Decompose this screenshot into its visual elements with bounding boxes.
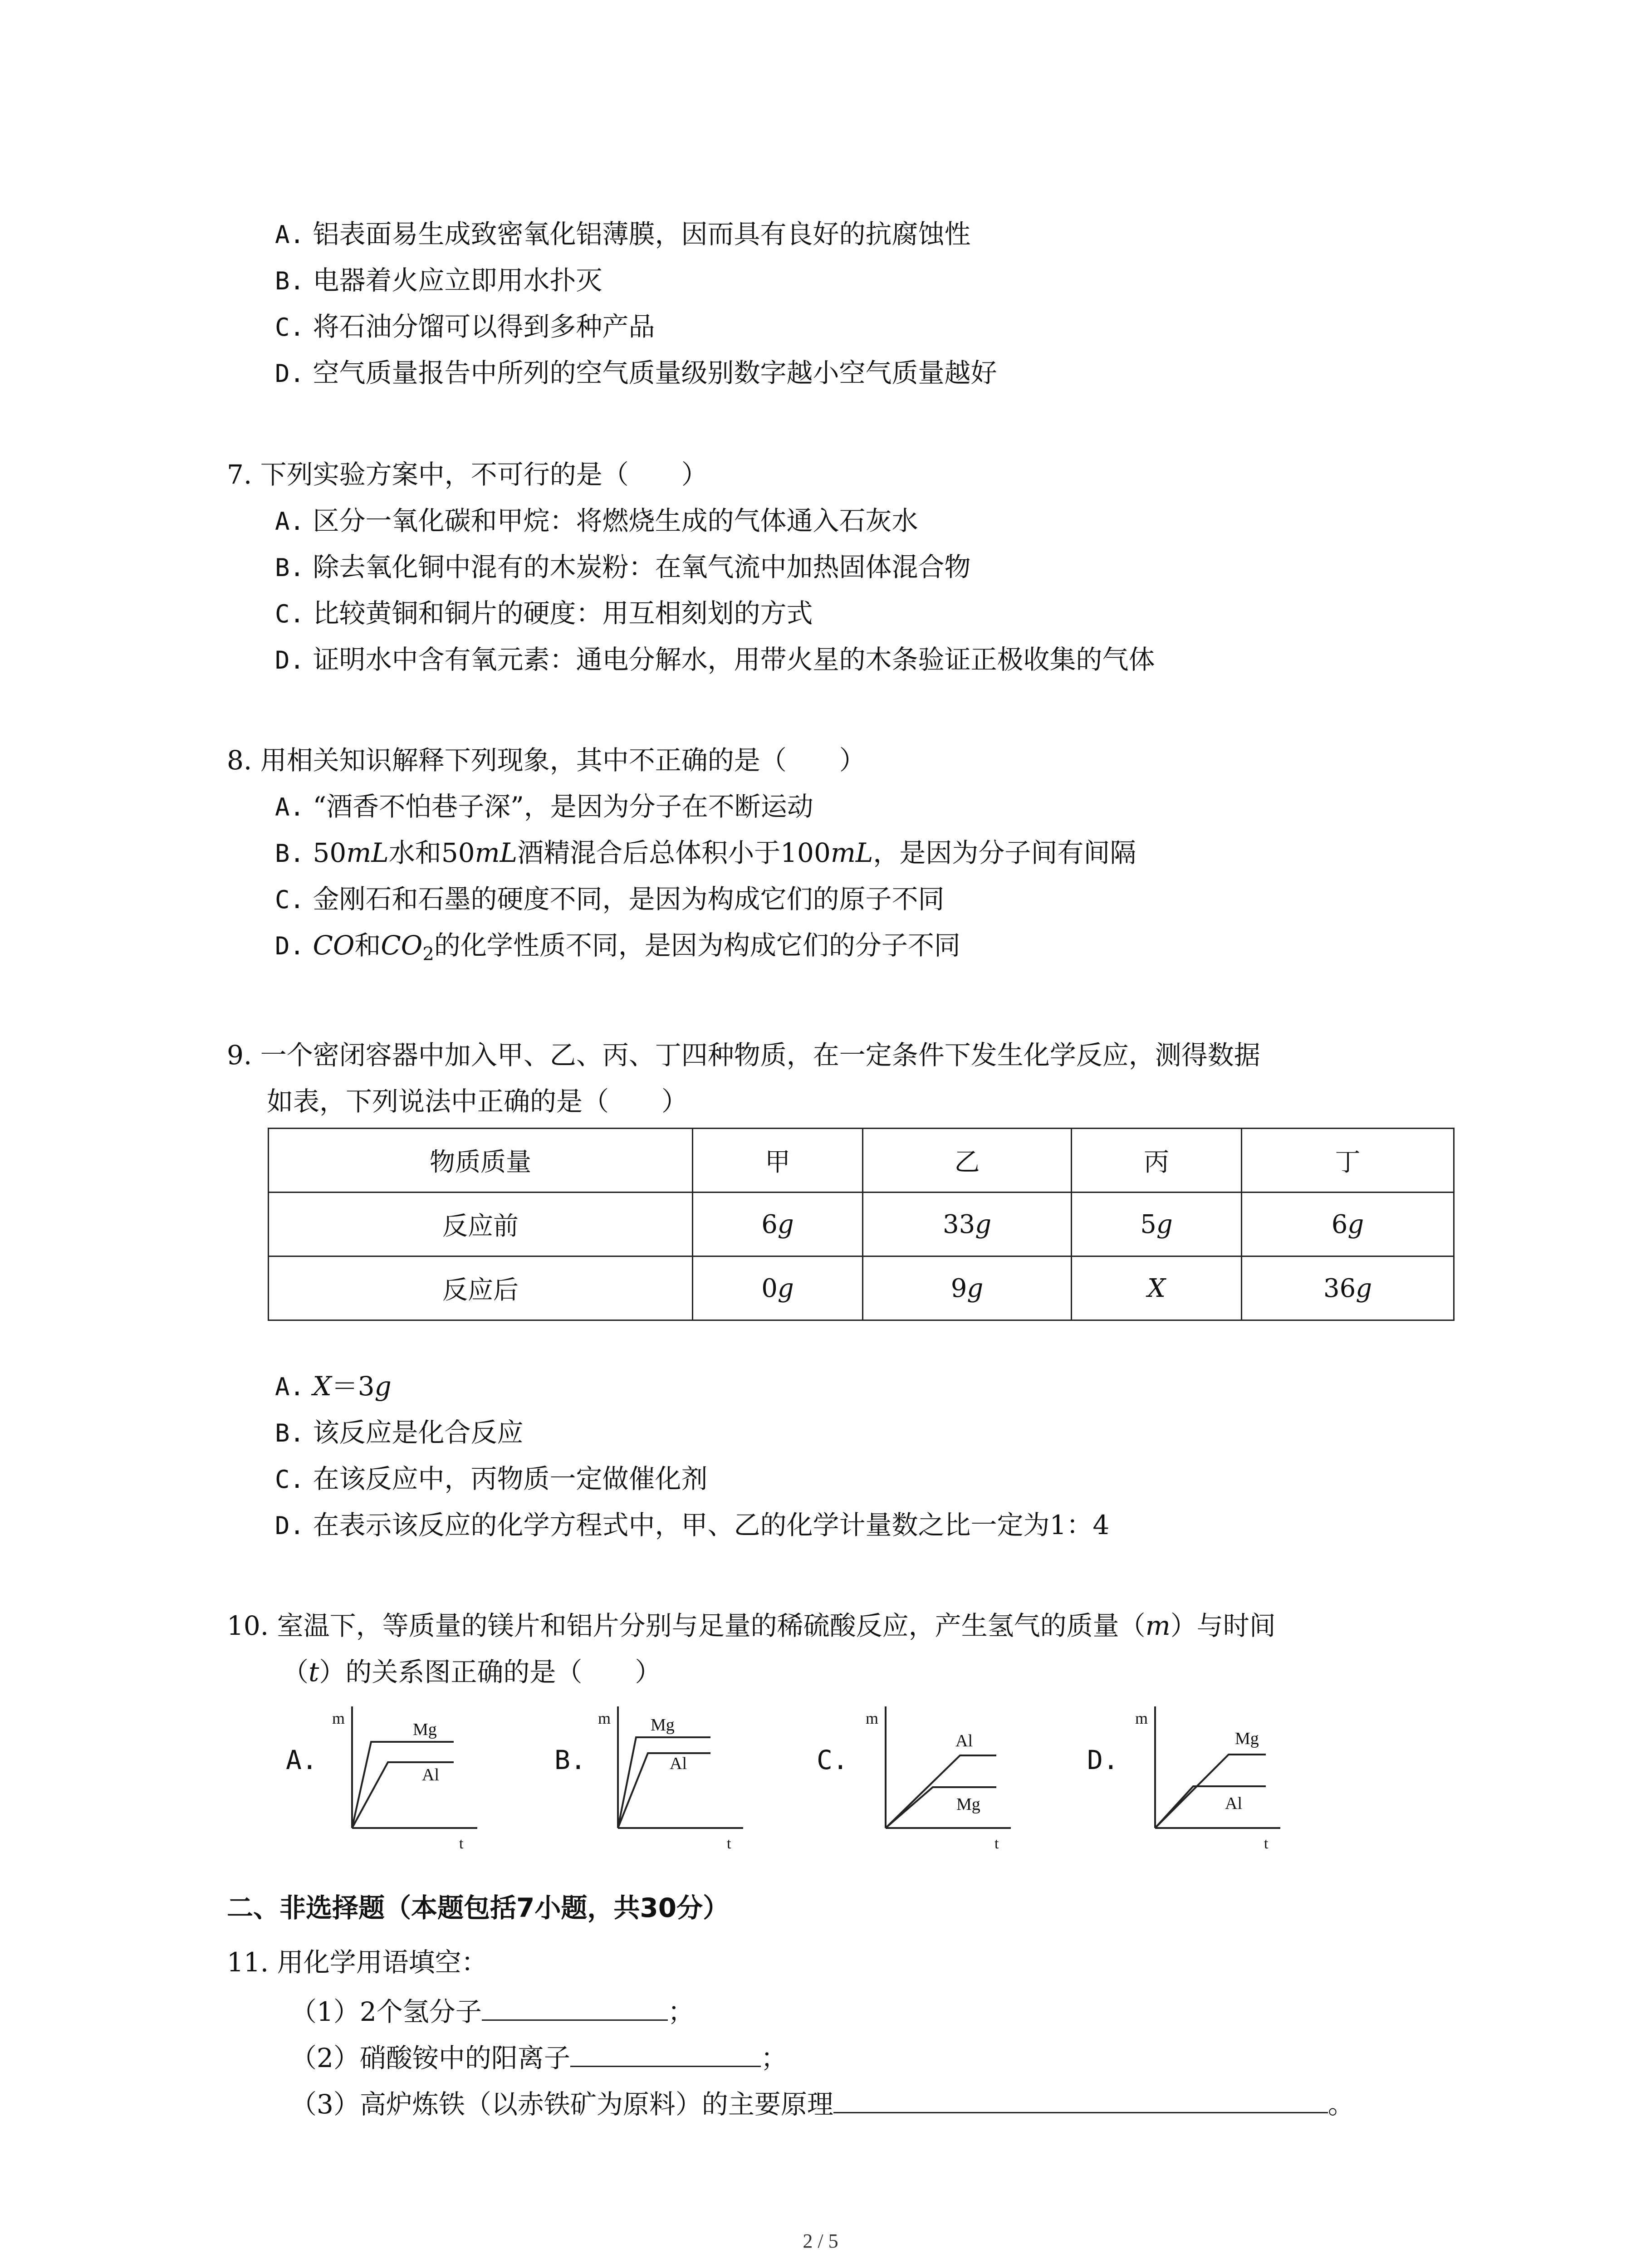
table-row-label: 反应后 <box>269 1256 693 1320</box>
label-upper: Mg <box>1235 1729 1259 1748</box>
q7-option-b: B. 除去氧化铜中混有的木炭粉：在氧气流中加热固体混合物 <box>275 552 971 582</box>
label-upper: Mg <box>413 1720 437 1739</box>
label-lower: Mg <box>956 1795 980 1814</box>
q8-option-a: A. “酒香不怕巷子深”，是因为分子在不断运动 <box>275 791 813 822</box>
table-cell: 6g <box>693 1193 863 1256</box>
section-title: 二、非选择题（本题包括7小题，共30分） <box>227 1892 730 1923</box>
q9-option-c: C. 在该反应中，丙物质一定做催化剂 <box>275 1463 708 1494</box>
q8-option-b: B. 50mL水和50mL酒精混合后总体积小于100mL，是因为分子间有间隔 <box>275 837 1136 868</box>
q10-graph-c-letter: C. <box>817 1745 848 1775</box>
table-header-row <box>269 1129 1454 1193</box>
q9-stem-line1: 9. 一个密闭容器中加入甲、乙、丙、丁四种物质，在一定条件下发生化学反应，测得数据 <box>227 1040 1260 1070</box>
q9-data-table <box>268 1128 1455 1321</box>
axis-y-label: m <box>866 1709 879 1727</box>
q9-option-a: A. X＝3g <box>275 1371 392 1402</box>
q11-item-2: （2）硝酸铵中的阳离子 ； <box>290 2038 787 2074</box>
curve-lower <box>1155 1786 1266 1828</box>
axis-x-label: t <box>994 1835 999 1852</box>
axis-x-label: t <box>727 1835 731 1852</box>
q6-option-d: D. 空气质量报告中所列的空气质量级别数字越小空气质量越好 <box>275 357 997 388</box>
q8-stem: 8. 用相关知识解释下列现象，其中不正确的是（ ） <box>227 745 866 776</box>
table-row-label: 反应前 <box>269 1193 693 1256</box>
axis-y-label: m <box>598 1709 611 1727</box>
q10-graph-b <box>597 1696 747 1851</box>
q11-item-1: （1）2个氢分子 ； <box>290 1992 694 2028</box>
answer-blank[interactable] <box>833 2085 1328 2113</box>
q6-option-c: C. 将石油分馏可以得到多种产品 <box>275 311 655 342</box>
table-cell: 9g <box>863 1256 1072 1320</box>
curve-upper <box>886 1755 996 1828</box>
q11-stem: 11. 用化学用语填空： <box>227 1947 488 1978</box>
curve-upper <box>1155 1755 1266 1828</box>
q7-option-c: C. 比较黄铜和铜片的硬度：用互相刻划的方式 <box>275 598 813 629</box>
q10-graph-c <box>865 1696 1014 1851</box>
label-upper: Mg <box>651 1716 675 1735</box>
table-cell: 6g <box>1242 1193 1454 1256</box>
axis-x-label: t <box>1264 1835 1269 1852</box>
curve-upper <box>352 1742 454 1828</box>
table-header-cell: 丙 <box>1072 1129 1242 1193</box>
label-lower: Al <box>670 1754 687 1773</box>
q6-option-a: A. 铝表面易生成致密氧化铝薄膜，因而具有良好的抗腐蚀性 <box>275 219 971 249</box>
label-lower: Al <box>422 1765 439 1784</box>
table-cell: 0g <box>693 1256 863 1320</box>
table-cell: 5g <box>1072 1193 1242 1256</box>
table-cell: 36g <box>1242 1256 1454 1320</box>
answer-blank[interactable] <box>570 2038 761 2067</box>
q10-graph-b-letter: B. <box>554 1745 586 1775</box>
q10-graph-a <box>331 1696 481 1851</box>
q8-option-c: C. 金刚石和石墨的硬度不同，是因为构成它们的原子不同 <box>275 884 945 914</box>
table-header-cell: 物质质量 <box>269 1129 693 1193</box>
q8-option-d: D. CO和$CO_2$的化学性质不同，是因为构成它们的分子不同 <box>275 930 960 965</box>
page-number: 2 / 5 <box>803 2230 838 2252</box>
axis-y-label: m <box>332 1709 345 1727</box>
q10-stem-line2: （t）的关系图正确的是（ ） <box>282 1657 661 1687</box>
q9-stem-line2: 如表，下列说法中正确的是（ ） <box>267 1086 688 1117</box>
axis-y-label: m <box>1135 1709 1148 1727</box>
q10-graph-d-letter: D. <box>1087 1745 1119 1775</box>
label-upper: Al <box>955 1731 973 1750</box>
answer-blank[interactable] <box>482 1992 668 2021</box>
table-cell: X <box>1072 1256 1242 1320</box>
q10-stem-line1: 10. 室温下，等质量的镁片和铝片分别与足量的稀硫酸反应，产生氢气的质量（m）与时间 <box>227 1610 1276 1641</box>
table-row <box>269 1193 1454 1256</box>
table-cell: 33g <box>863 1193 1072 1256</box>
q10-graph-a-letter: A. <box>286 1745 318 1775</box>
table-header-cell: 乙 <box>863 1129 1072 1193</box>
q11-item-3: （3）高炉炼铁（以赤铁矿为原料）的主要原理 。 <box>290 2085 1354 2121</box>
table-header-cell: 甲 <box>693 1129 863 1193</box>
q6-option-b: B. 电器着火应立即用水扑灭 <box>275 265 603 296</box>
q9-option-b: B. 该反应是化合反应 <box>275 1417 524 1448</box>
curve-upper <box>618 1737 710 1828</box>
q7-option-a: A. 区分一氧化碳和甲烷：将燃烧生成的气体通入石灰水 <box>275 505 918 536</box>
q10-graph-d <box>1134 1696 1284 1851</box>
q7-option-d: D. 证明水中含有氧元素：通电分解水，用带火星的木条验证正极收集的气体 <box>275 644 1155 675</box>
curve-lower <box>618 1753 710 1828</box>
label-lower: Al <box>1225 1794 1242 1813</box>
table-row <box>269 1256 1454 1320</box>
axis-x-label: t <box>459 1835 464 1852</box>
q7-stem: 7. 下列实验方案中，不可行的是（ ） <box>227 459 708 490</box>
q9-option-d: D. 在表示该反应的化学方程式中，甲、乙的化学计量数之比一定为1：4 <box>275 1510 1110 1540</box>
table-header-cell: 丁 <box>1242 1129 1454 1193</box>
